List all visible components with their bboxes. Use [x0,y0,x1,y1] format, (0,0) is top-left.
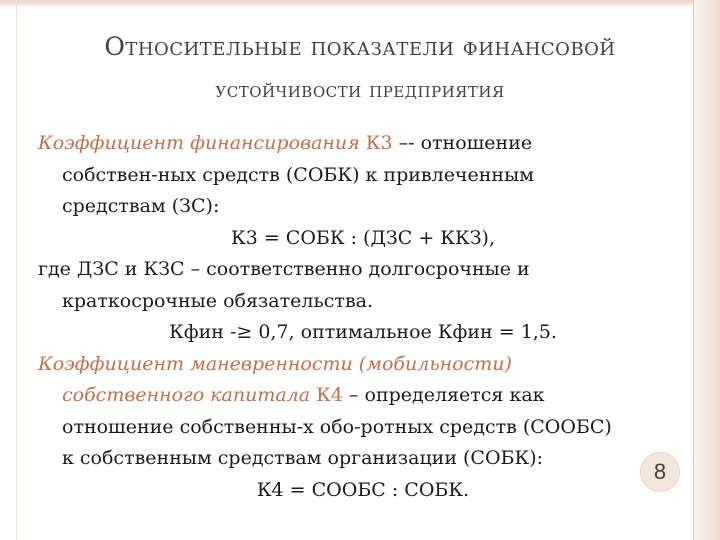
slide-title [0,30,720,106]
term-maneuverability-line-2: собственного капитала [62,384,311,406]
p1-line-2: собствен-ных средств (СОБК) к привлеченным [62,163,534,186]
formula-k4: К4 = СООБС : СОБК. [256,478,470,501]
p1-line-3: средствам (ЗС): [62,195,220,217]
slide-title-line-1: Относительные показатели финансовой [104,32,616,61]
p2-line-2: краткосрочные обязательства. [62,289,374,312]
slide-body [38,128,688,506]
formula-k3: К3 = СОБК : (ДЗС + ККЗ), [231,226,495,249]
paragraph-financing-ratio [38,128,688,223]
slide-number-badge: 8 [640,452,680,492]
p3-line-4: к собственным средствам организации (СОБК): [62,447,544,469]
paragraph-maneuverability-ratio [38,349,688,475]
term-maneuverability-line-1: Коэффициент маневренности (мобильности) [38,352,512,375]
slide-top-border [0,0,720,6]
term-financing-ratio: Коэффициент финансирования [38,132,360,154]
p1-rest-line-1: –- отношение [392,132,533,154]
term-code-k4: К4 [310,384,343,406]
formula-kfin: Кфин -≥ 0,7, оптимальное Кфин = 1,5. [169,321,557,343]
term-code-k3: К3 [359,132,393,154]
paragraph-definitions [38,254,688,317]
p3-line-3: отношение собственны-х обо-ротных средств (СООБС) [62,415,612,438]
slide-title-line-2: устойчивости предприятия [215,78,505,103]
p2-line-1: где ДЗС и КЗС – соответственно долгосрочные и [38,258,530,280]
p3-rest-line-2: – определяется как [342,384,545,406]
